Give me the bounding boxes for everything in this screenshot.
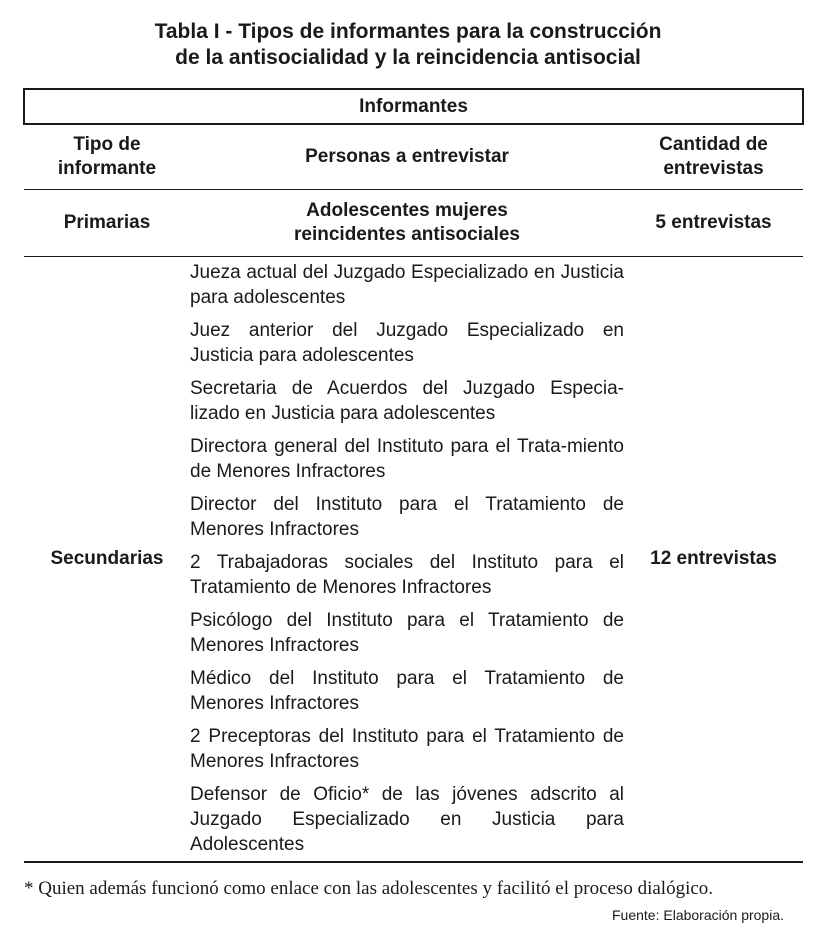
table-row-primarias xyxy=(24,190,803,257)
table-title-line-2: de la antisocialidad y la reincidencia antisocial xyxy=(175,46,641,69)
list-item: Juez anterior del Juzgado Especializado en Justicia para adolescentes xyxy=(190,320,624,366)
column-header-type: Tipo de informante xyxy=(24,124,190,190)
list-item: Médico del Instituto para el Tratamiento de Menores Infractores xyxy=(190,668,624,714)
row-persons-secundarias xyxy=(190,257,624,863)
row-persons-primarias: Adolescentes mujeres reincidentes antisociales xyxy=(190,190,624,257)
list-item: 2 Preceptoras del Instituto para el Tratamiento de Menores Infractores xyxy=(190,726,624,772)
row-type-secundarias: Secundarias xyxy=(24,257,190,863)
column-header-count: Cantidad de entrevistas xyxy=(624,124,803,190)
list-item: 2 Trabajadoras sociales del Instituto para el Tratamiento de Menores Infractores xyxy=(190,552,624,598)
row-type-primarias: Primarias xyxy=(24,190,190,257)
table-title xyxy=(0,19,816,71)
table-row-secundarias xyxy=(24,257,803,863)
group-header-informantes: Informantes xyxy=(24,89,803,124)
list-item: Directora general del Instituto para el Trata-miento de Menores Infractores xyxy=(190,436,624,482)
row-count-primarias: 5 entrevistas xyxy=(624,190,803,257)
list-item: Secretaria de Acuerdos del Juzgado Especia-lizado en Justicia para adolescentes xyxy=(190,378,624,424)
footnote: * Quien además funcionó como enlace con las adolescentes y facilitó el proceso dialógico. xyxy=(24,878,714,899)
list-item: Jueza actual del Juzgado Especializado en Justicia para adolescentes xyxy=(190,262,624,308)
list-item: Psicólogo del Instituto para el Tratamiento de Menores Infractores xyxy=(190,610,624,656)
list-item: Director del Instituto para el Tratamiento de Menores Infractores xyxy=(190,494,624,540)
informants-table xyxy=(23,88,804,863)
row-count-secundarias: 12 entrevistas xyxy=(624,257,803,863)
column-header-persons: Personas a entrevistar xyxy=(190,124,624,190)
table-title-line-1: Tabla I - Tipos de informantes para la construcción xyxy=(154,20,662,43)
column-header-row xyxy=(24,124,803,190)
list-item: Defensor de Oficio* de las jóvenes adscrito al Juzgado Especializado en Justicia para Adolescentes xyxy=(190,784,624,855)
group-header-row xyxy=(24,89,803,124)
persons-list xyxy=(190,257,624,861)
source-note: Fuente: Elaboración propia. xyxy=(612,907,784,923)
